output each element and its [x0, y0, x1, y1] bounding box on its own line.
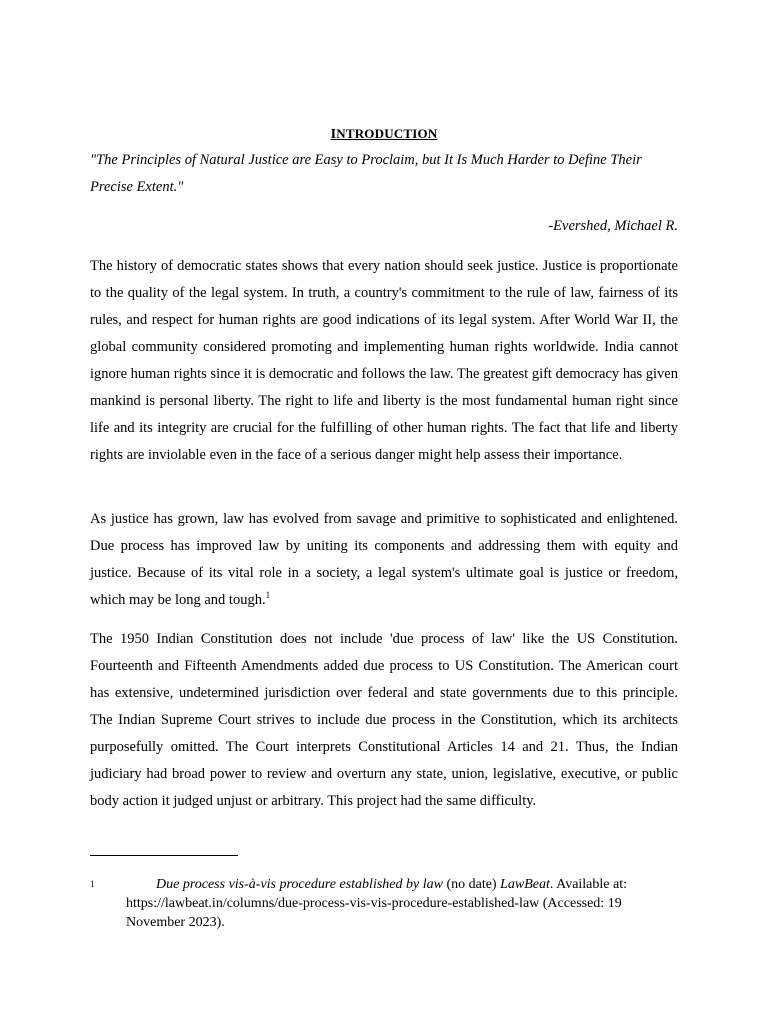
epigraph-attribution: -Evershed, Michael R. [548, 218, 678, 234]
paragraph-2 [90, 506, 678, 614]
footnote-number: 1 [90, 879, 95, 889]
footnote-citation: . Available at: https://lawbeat.in/columns/due-process-vis-vis-procedure-established-law (Accessed: 19 November 2023). [126, 877, 627, 930]
footnote-publisher: LawBeat [500, 877, 550, 892]
epigraph-quote: "The Principles of Natural Justice are Easy to Proclaim, but It Is Much Harder to Define Their Precise Extent." [90, 152, 642, 195]
footnote-title: Due process vis-à-vis procedure established by law [156, 877, 443, 892]
footnote-body [126, 875, 678, 932]
footnote-date: (no date) [442, 877, 501, 892]
heading-initial: I [330, 127, 337, 142]
section-heading [0, 126, 768, 143]
footnote-reference[interactable]: 1 [265, 590, 271, 601]
heading-rest: NTRODUCTION [336, 126, 438, 141]
paragraph-3: The 1950 Indian Constitution does not include 'due process of law' like the US Constitution. Fourteenth and Fifteenth Amendments added due process to US Constitution. The American court has extensive, undetermined jurisdiction over federal and state governments due to this principle. The Indian Supreme Court strives to include due process in the Constitution, which its architects purposefully omitted. The Court interprets Constitutional Articles 14 and 21. Thus, the Indian judiciary had broad power to review and overturn any state, union, legislative, executive, or public body action it judged unjust or arbitrary. This project had the same difficulty. [90, 631, 678, 809]
footnote [90, 875, 678, 932]
paragraph-2-text: As justice has grown, law has evolved from savage and primitive to sophisticated and enlightened. Due process has improved law by uniting its components and addressing them with equity and justice. Because of its vital role in a society, a legal system's ultimate goal is justice or freedom, which may be long and tough. [90, 511, 678, 608]
paragraph-1: The history of democratic states shows that every nation should seek justice. Justice is proportionate to the quality of the legal system. In truth, a country's commitment to the rule of law, fairness of its rules, and respect for human rights are good indications of its legal system. After World War II, the global community considered promoting and implementing human rights worldwide. India cannot ignore human rights since it is democratic and follows the law. The greatest gift democracy has given mankind is personal liberty. The right to life and liberty is the most fundamental human right since life and its integrity are crucial for the fulfilling of other human rights. The fact that life and liberty rights are inviolable even in the face of a serious danger might help assess their importance. [90, 258, 678, 463]
footnote-separator [90, 855, 238, 856]
